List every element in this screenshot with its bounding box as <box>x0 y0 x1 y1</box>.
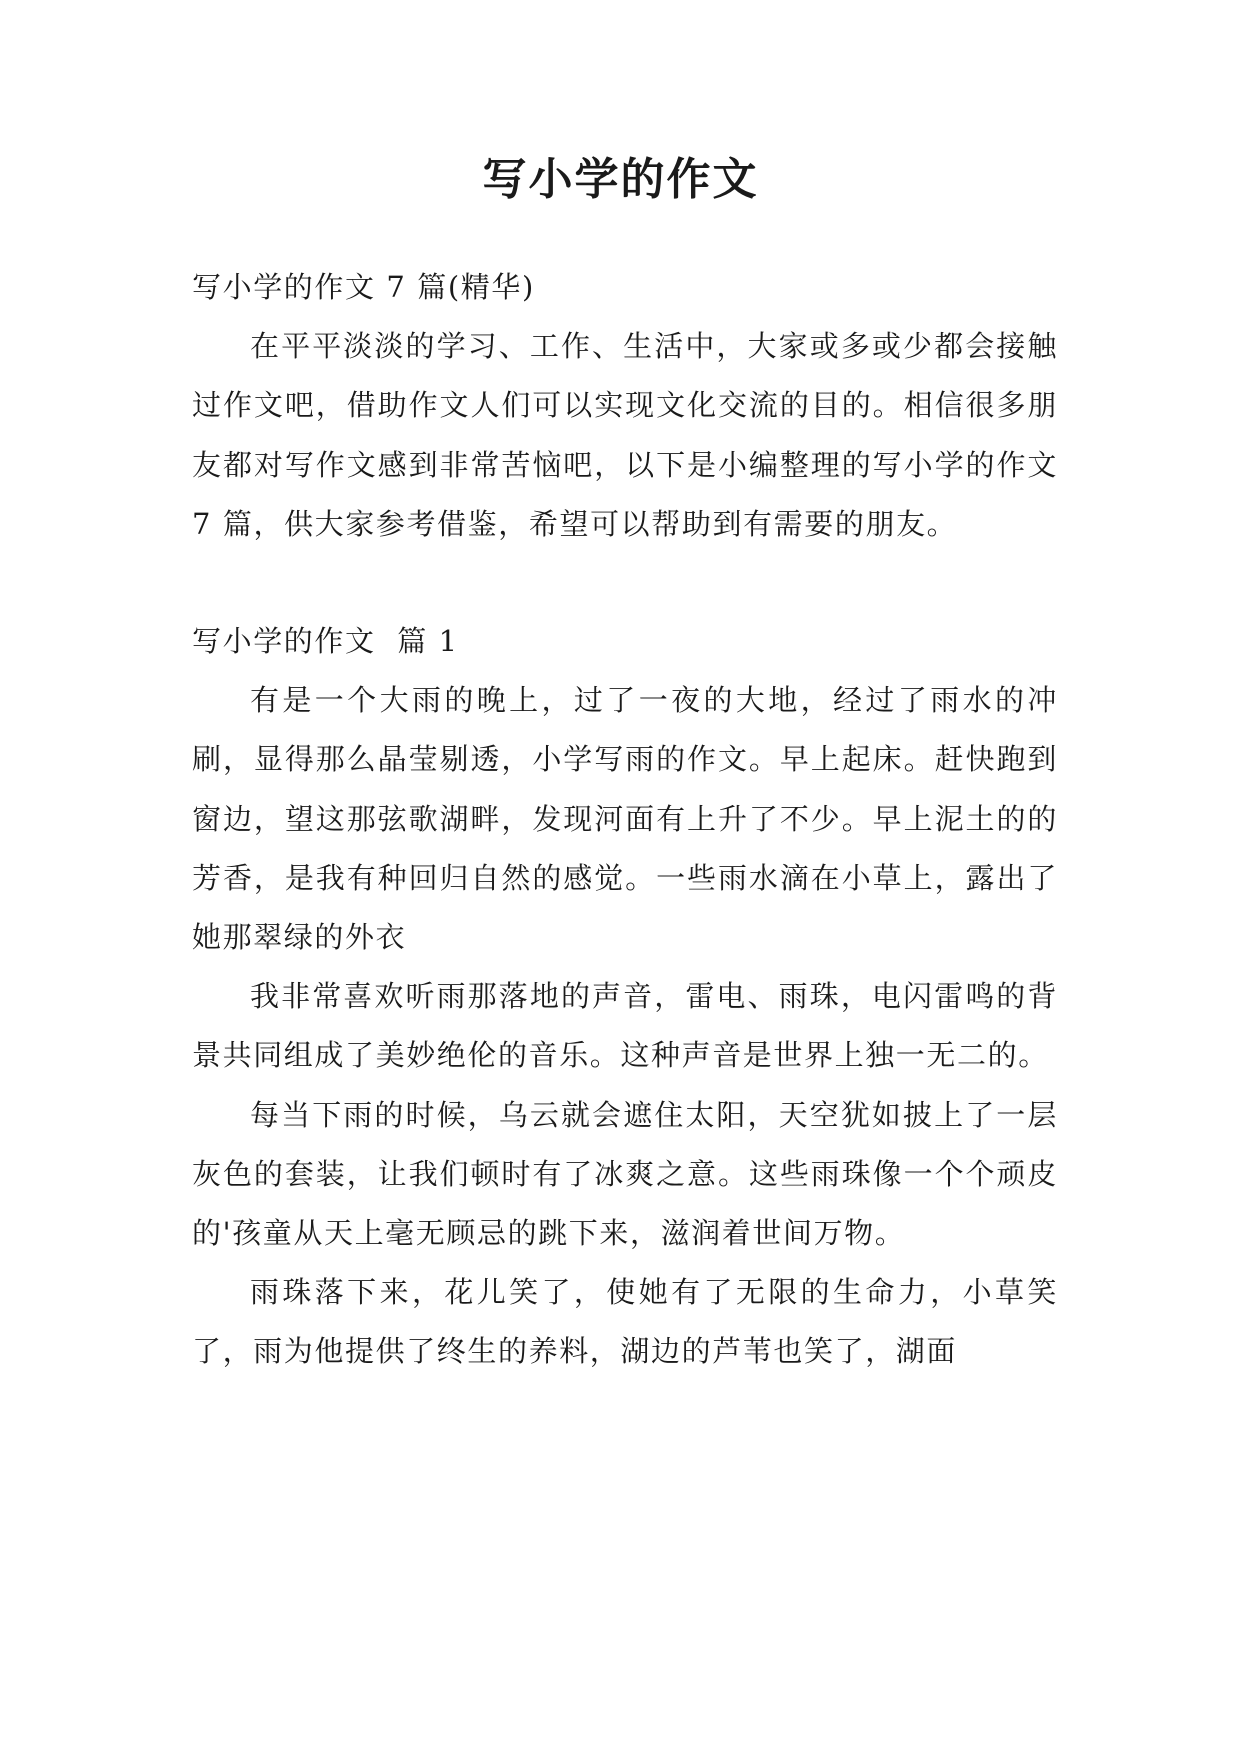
essay-paragraph: 每当下雨的时候，乌云就会遮住太阳，天空犹如披上了一层灰色的套装，让我们顿时有了冰爽之意。这些雨珠像一个个顽皮的'孩童从天上毫无顾忌的跳下来，滋润着世间万物。 <box>192 1097 1058 1251</box>
essay-section-1 <box>192 612 1058 1382</box>
section-heading: 写小学的作文 篇 1 <box>192 624 459 659</box>
essay-paragraph: 我非常喜欢听雨那落地的声音，雷电、雨珠，电闪雷鸣的背景共同组成了美妙绝伦的音乐。这种声音是世界上独一无二的。 <box>192 979 1058 1073</box>
essay-paragraph: 有是一个大雨的晚上，过了一夜的大地，经过了雨水的冲刷，显得那么晶莹剔透，小学写雨的作文。早上起床。赶快跑到窗边，望这那弦歌湖畔，发现河面有上升了不少。早上泥土的的芳香，是我有种回归自然的感觉。一些雨水滴在小草上，露出了她那翠绿的外衣 <box>192 683 1058 955</box>
document-body <box>192 258 1058 1382</box>
essay-paragraph: 雨珠落下来，花儿笑了，使她有了无限的生命力，小草笑了，雨为他提供了终生的养料，湖边的芦苇也笑了，湖面 <box>192 1275 1058 1369</box>
intro-paragraph: 在平平淡淡的学习、工作、生活中，大家或多或少都会接触过作文吧，借助作文人们可以实现文化交流的目的。相信很多朋友都对写作文感到非常苦恼吧，以下是小编整理的写小学的作文 7 篇，供大家参考借鉴，希望可以帮助到有需要的朋友。 <box>192 329 1058 541</box>
document-title: 写小学的作文 <box>482 154 759 205</box>
collection-subtitle: 写小学的作文 7 篇(精华) <box>192 270 535 304</box>
